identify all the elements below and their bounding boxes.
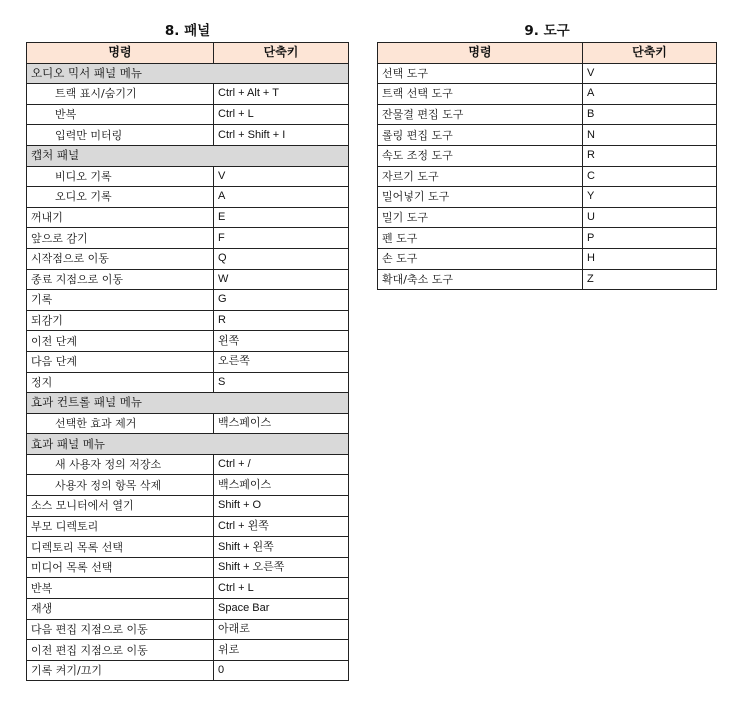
shortcut-cell: E <box>214 207 349 228</box>
shortcut-column-header: 단축키 <box>583 43 717 64</box>
command-cell: 미디어 목록 선택 <box>27 557 214 578</box>
command-cell: 손 도구 <box>378 248 583 269</box>
command-cell: 디렉토리 목록 선택 <box>27 537 214 558</box>
shortcut-cell: Ctrl + 왼쪽 <box>214 516 349 537</box>
group-header-row <box>27 63 349 84</box>
group-header-label: 캡처 패널 <box>27 145 349 166</box>
panel-shortcuts-table <box>26 42 349 681</box>
shortcut-cell: V <box>214 166 349 187</box>
command-cell: 확대/축소 도구 <box>378 269 583 290</box>
shortcut-cell: Ctrl + / <box>214 454 349 475</box>
shortcut-cell: P <box>583 228 717 249</box>
table-row <box>27 537 349 558</box>
table-row <box>27 310 349 331</box>
shortcut-cell: 아래로 <box>214 619 349 640</box>
table-row <box>27 557 349 578</box>
table-row <box>27 84 349 105</box>
command-cell: 비디오 기록 <box>27 166 214 187</box>
table-row <box>27 269 349 290</box>
tools-section-title: 9. 도구 <box>524 23 570 39</box>
table-row <box>27 516 349 537</box>
group-header-label: 효과 패널 메뉴 <box>27 434 349 455</box>
command-cell: 이전 단계 <box>27 331 214 352</box>
table-row <box>27 125 349 146</box>
shortcut-cell: Ctrl + L <box>214 104 349 125</box>
table-header-row <box>27 43 349 64</box>
table-row <box>27 640 349 661</box>
table-row <box>378 166 717 187</box>
table-row <box>27 228 349 249</box>
shortcut-cell: S <box>214 372 349 393</box>
command-cell: 꺼내기 <box>27 207 214 228</box>
command-cell: 앞으로 감기 <box>27 228 214 249</box>
command-cell: 밀어넣기 도구 <box>378 187 583 208</box>
panel-shortcuts-section <box>26 20 349 681</box>
table-row <box>27 578 349 599</box>
table-row <box>378 125 717 146</box>
shortcut-cell: N <box>583 125 717 146</box>
shortcut-cell: 백스페이스 <box>214 413 349 434</box>
shortcut-column-header: 단축키 <box>214 43 349 64</box>
group-header-row <box>27 393 349 414</box>
command-cell: 잔물결 편집 도구 <box>378 104 583 125</box>
group-header-label: 오디오 믹서 패널 메뉴 <box>27 63 349 84</box>
command-cell: 재생 <box>27 599 214 620</box>
table-row <box>27 290 349 311</box>
shortcut-cell: H <box>583 248 717 269</box>
command-cell: 되감기 <box>27 310 214 331</box>
shortcut-cell: 위로 <box>214 640 349 661</box>
table-row <box>27 475 349 496</box>
table-header-row <box>378 43 717 64</box>
command-cell: 선택 도구 <box>378 63 583 84</box>
command-cell: 다음 편집 지점으로 이동 <box>27 619 214 640</box>
table-row <box>27 599 349 620</box>
command-cell: 펜 도구 <box>378 228 583 249</box>
command-cell: 롤링 편집 도구 <box>378 125 583 146</box>
shortcut-cell: Ctrl + Alt + T <box>214 84 349 105</box>
shortcut-cell: A <box>583 84 717 105</box>
command-cell: 다음 단계 <box>27 351 214 372</box>
command-cell: 트랙 선택 도구 <box>378 84 583 105</box>
command-cell: 정지 <box>27 372 214 393</box>
shortcut-cell: Shift + 오른쪽 <box>214 557 349 578</box>
shortcut-cell: Z <box>583 269 717 290</box>
table-row <box>27 454 349 475</box>
shortcut-cell: W <box>214 269 349 290</box>
table-row <box>378 248 717 269</box>
shortcut-cell: C <box>583 166 717 187</box>
command-cell: 소스 모니터에서 열기 <box>27 496 214 517</box>
shortcut-cell: U <box>583 207 717 228</box>
shortcut-cell: 왼쪽 <box>214 331 349 352</box>
command-cell: 자르기 도구 <box>378 166 583 187</box>
command-cell: 새 사용자 정의 저장소 <box>27 454 214 475</box>
table-row <box>27 104 349 125</box>
group-header-row <box>27 145 349 166</box>
shortcut-cell: 오른쪽 <box>214 351 349 372</box>
table-row <box>378 269 717 290</box>
command-column-header: 명령 <box>27 43 214 64</box>
shortcut-cell: R <box>214 310 349 331</box>
command-cell: 트랙 표시/숨기기 <box>27 84 214 105</box>
command-cell: 시작점으로 이동 <box>27 248 214 269</box>
shortcut-cell: Shift + O <box>214 496 349 517</box>
shortcut-cell: V <box>583 63 717 84</box>
command-cell: 선택한 효과 제거 <box>27 413 214 434</box>
shortcut-cell: Q <box>214 248 349 269</box>
table-row <box>27 187 349 208</box>
command-cell: 오디오 기록 <box>27 187 214 208</box>
command-cell: 이전 편집 지점으로 이동 <box>27 640 214 661</box>
command-cell: 사용자 정의 항목 삭제 <box>27 475 214 496</box>
command-cell: 속도 조정 도구 <box>378 145 583 166</box>
command-cell: 기록 <box>27 290 214 311</box>
table-row <box>27 619 349 640</box>
command-cell: 밀기 도구 <box>378 207 583 228</box>
table-row <box>27 372 349 393</box>
shortcut-cell: R <box>583 145 717 166</box>
table-row <box>378 145 717 166</box>
command-cell: 반복 <box>27 578 214 599</box>
group-header-label: 효과 컨트롤 패널 메뉴 <box>27 393 349 414</box>
table-row <box>378 228 717 249</box>
panel-section-title: 8. 패널 <box>164 23 211 39</box>
table-row <box>378 63 717 84</box>
group-header-row <box>27 434 349 455</box>
table-row <box>378 104 717 125</box>
command-cell: 반복 <box>27 104 214 125</box>
tools-shortcuts-section <box>377 20 717 290</box>
command-cell: 기록 켜기/끄기 <box>27 660 214 681</box>
command-cell: 부모 디렉토리 <box>27 516 214 537</box>
table-row <box>27 248 349 269</box>
shortcut-cell: G <box>214 290 349 311</box>
table-row <box>27 331 349 352</box>
shortcut-cell: A <box>214 187 349 208</box>
tools-shortcuts-table <box>377 42 717 290</box>
table-row <box>378 187 717 208</box>
table-row <box>378 207 717 228</box>
table-row <box>27 351 349 372</box>
command-cell: 종료 지점으로 이동 <box>27 269 214 290</box>
table-row <box>27 207 349 228</box>
table-row <box>27 496 349 517</box>
command-column-header: 명령 <box>378 43 583 64</box>
table-row <box>378 84 717 105</box>
shortcut-cell: Ctrl + L <box>214 578 349 599</box>
shortcut-cell: 0 <box>214 660 349 681</box>
table-row <box>27 413 349 434</box>
shortcut-cell: F <box>214 228 349 249</box>
table-row <box>27 166 349 187</box>
table-row <box>27 660 349 681</box>
shortcut-cell: Y <box>583 187 717 208</box>
shortcut-cell: B <box>583 104 717 125</box>
shortcut-cell: Shift + 왼쪽 <box>214 537 349 558</box>
shortcut-cell: Space Bar <box>214 599 349 620</box>
shortcut-cell: 백스페이스 <box>214 475 349 496</box>
command-cell: 입력만 미터링 <box>27 125 214 146</box>
shortcut-cell: Ctrl + Shift + I <box>214 125 349 146</box>
